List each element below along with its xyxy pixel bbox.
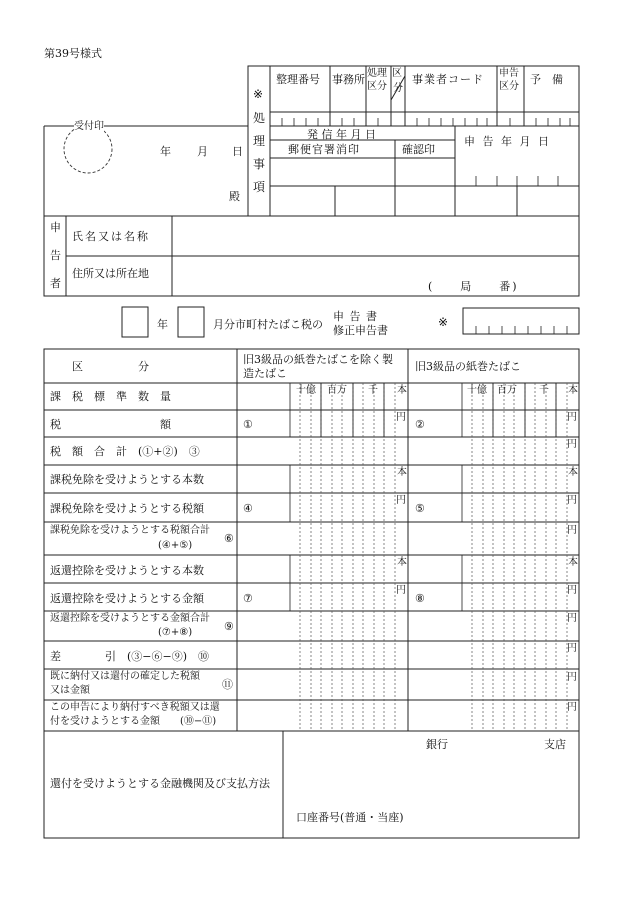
row-label-5: 課税免除を受けようとする税額 (50, 502, 204, 515)
heading-marker: ※ (438, 315, 449, 329)
col-a-line1: 旧3級品の紙巻たばこを除く製 (243, 353, 393, 366)
bank-name-field[interactable] (290, 735, 424, 755)
row-circ-11: ⑪ (222, 678, 233, 691)
unit-yen-b-9: 円 (567, 613, 577, 624)
unit-yen-b-11: 円 (567, 672, 577, 683)
name-label: 氏名又は名称 (72, 230, 150, 243)
col-ku: 区 (392, 68, 402, 79)
unit-yen-b-5: 円 (567, 495, 577, 506)
unit-man-b: 百万 (497, 385, 517, 396)
filer-label-1: 申 (50, 221, 61, 234)
unit-hon-b: 本 (568, 385, 578, 396)
row-num-b-2: ② (415, 418, 425, 431)
unit-yen-a-5: 円 (396, 495, 406, 506)
heading-kind-1: 申 告 書 (333, 310, 378, 323)
unit-yen-a-2: 円 (396, 412, 406, 423)
hasshin-date-label: 発 信 年 月 日 (307, 128, 376, 141)
filer-label-2: 告 (50, 249, 61, 262)
date-month: 月 (197, 145, 208, 158)
account-label: 口座番号(普通・当座) (296, 811, 404, 824)
admin-label-1: 処 (253, 111, 266, 125)
phone-label: ( 局 番) (428, 280, 519, 293)
address-field[interactable] (176, 260, 425, 280)
col-jigyosha: 事業者コード (412, 73, 484, 86)
row-label-4: 課税免除を受けようとする本数 (50, 473, 204, 486)
branch-name-field[interactable] (452, 735, 544, 755)
row-label2-6: (④+⑤) (158, 540, 193, 551)
col-jimusho: 事務所 (332, 73, 365, 86)
row-num-a-2: ① (243, 418, 253, 431)
bank-label: 還付を受けようとする金融機関及び支払方法 (50, 777, 270, 790)
col-shinkoku-kubun-2: 区分 (499, 81, 519, 92)
reception-stamp-label: 受付印 (74, 121, 104, 132)
row-num-b-5: ⑤ (415, 502, 425, 515)
row-num-b-8: ⑧ (415, 592, 425, 605)
addressee-suffix: 殿 (229, 190, 240, 203)
date-year: 年 (160, 145, 171, 158)
unit-yen-b-10: 円 (567, 643, 577, 654)
kakunin-in-label: 確認印 (402, 143, 435, 156)
unit-man-a: 百万 (327, 385, 347, 396)
row-num-a-5: ④ (243, 502, 253, 515)
unit-hon-a: 本 (397, 385, 407, 396)
date-day: 日 (232, 145, 243, 158)
admin-label-2: 理 (253, 134, 266, 148)
unit-yen-a-8: 円 (396, 585, 406, 596)
unit-yen-b-6: 円 (567, 525, 577, 536)
branch-suffix: 支店 (544, 738, 566, 751)
row-label-11: 既に納付又は還付の確定した税額 (50, 671, 200, 682)
admin-label-3: 事 (253, 157, 266, 171)
admin-label-4: 項 (253, 180, 266, 194)
row-label2-9: (⑦+⑧) (158, 627, 193, 638)
col-yobi: 予 備 (530, 73, 563, 86)
row-label-2: 税 額 (50, 418, 171, 431)
account-number-field[interactable] (408, 808, 578, 828)
col-seiri: 整理番号 (276, 73, 320, 86)
col-a-line2: 造たばこ (243, 367, 287, 380)
admin-marker: ※ (253, 87, 264, 101)
col-category: 区 分 (72, 360, 149, 373)
row-label-6: 課税免除を受けようとする税額合計 (50, 525, 210, 536)
form-title: 第39号様式 (44, 47, 102, 60)
unit-hon-a-4: 本 (397, 467, 407, 478)
row-label2-11: 又は金額 (50, 685, 90, 696)
unit-sen-b: 千 (539, 385, 549, 396)
unit-yen-b-8: 円 (567, 585, 577, 596)
heading-month-suffix: 月分市町村たばこ税の (213, 318, 323, 331)
unit-oku-b: 十億 (467, 385, 487, 396)
unit-hon-b-7: 本 (568, 557, 578, 568)
unit-hon-a-7: 本 (397, 557, 407, 568)
unit-yen-b-2: 円 (567, 412, 577, 423)
shinkoku-date-label: 申 告 年 月 日 (464, 135, 551, 148)
heading-year: 年 (157, 318, 168, 331)
col-bun: 分 (393, 83, 403, 94)
row-label-10: 差 引 (③−⑥−⑨) ⑩ (50, 650, 210, 663)
row-label-7: 返還控除を受けようとする本数 (50, 564, 204, 577)
bank-suffix: 銀行 (426, 738, 448, 751)
unit-yen-b-12: 円 (567, 702, 577, 713)
row-circ-9: ⑨ (224, 620, 234, 633)
col-shinkoku-kubun-1: 申告 (499, 68, 519, 79)
col-shori-kubun-2: 区分 (367, 81, 387, 92)
address-label: 住所又は所在地 (72, 267, 149, 280)
col-shori-kubun-1: 処理 (367, 68, 387, 79)
unit-yen-b-3: 円 (567, 439, 577, 450)
heading-kind-2: 修正申告書 (333, 324, 388, 337)
unit-sen-a: 千 (368, 385, 378, 396)
unit-hon-b-4: 本 (568, 467, 578, 478)
row-label2-12: 付を受けようとする金額 (⑩−⑪) (50, 716, 217, 727)
row-label-8: 返還控除を受けようとする金額 (50, 592, 204, 605)
yubin-keshiin-label: 郵便官署消印 (288, 143, 360, 156)
row-label-12: この申告により納付すべき税額又は還 (50, 702, 220, 713)
row-label-9: 返還控除を受けようとする金額合計 (50, 613, 210, 624)
name-field[interactable] (176, 220, 578, 254)
row-num-a-8: ⑦ (243, 592, 253, 605)
unit-oku-a: 十億 (296, 385, 316, 396)
col-b: 旧3級品の紙巻たばこ (415, 360, 521, 373)
row-label-3: 税 額 合 計 (①+②) ③ (50, 445, 200, 458)
row-circ-6: ⑥ (224, 532, 234, 545)
row-label-1: 課 税 標 準 数 量 (50, 390, 171, 403)
filer-label-3: 者 (50, 277, 61, 290)
